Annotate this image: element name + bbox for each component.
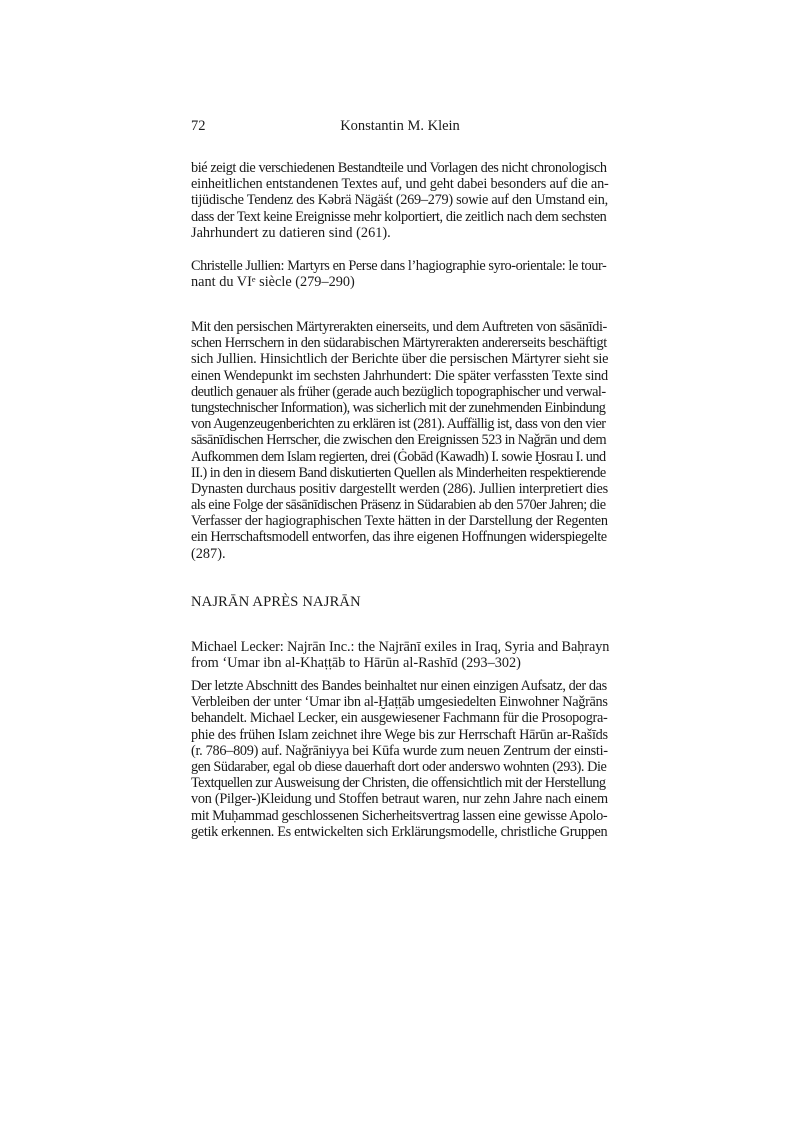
text-line: von Augenzeugenberichten zu erklären ist (281). Auffällig ist, dass von den vier [191,416,606,433]
text-line: from ‘Umar ibn al-Khaṭṭāb to Hārūn al-Rashīd (293–302) [191,655,521,672]
text-line: Textquellen zur Ausweisung der Christen, die offensichtlich mit der Herstellung [191,775,606,792]
text-line: Der letzte Abschnitt des Bandes beinhaltet nur einen einzigen Aufsatz, der das [191,678,607,694]
article-title-jullien [191,258,660,290]
text-line: (r. 786–809) auf. Naǧrāniyya bei Kūfa wurde zum neuen Zentrum der einsti- [191,742,608,759]
article-title-lecker [191,639,660,671]
text-line: bié zeigt die verschiedenen Bestandteile und Vorlagen des nicht chronologisch [191,160,607,176]
text-line: einen Wendepunkt im sechsten Jahrhundert: Die später verfassten Texte sind [191,367,608,384]
text-line: II.) in den in diesem Band diskutierten Quellen als Minderheiten respektierende [191,464,606,481]
text-line: (287). [191,545,226,562]
text-line: Jahrhundert zu datieren sind (261). [191,224,391,241]
text-line: tijüdische Tendenz des Kəbrä Nägäśt (269–279) sowie auf den Umstand ein, [191,192,608,209]
text-line: sāsānīdischen Herrscher, die zwischen den Ereignissen 523 in Naǧrān und dem [191,432,607,449]
text-line: dass der Text keine Ereignisse mehr kolportiert, die zeitlich nach dem sechsten [191,208,607,225]
text-line: ein Herrschaftsmodell entworfen, das ihre eigenen Hoffnungen widerspiegelte [191,529,607,546]
page-number: 72 [191,118,206,134]
text-line: Dynasten durchaus positiv dargestellt werden (286). Jullien interpretiert dies [191,480,608,497]
text-line: Michael Lecker: Najrān Inc.: the Najrānī exiles in Iraq, Syria and Baḥrayn [191,639,610,655]
text-line: mit Muḥammad geschlossenen Sicherheitsvertrag lassen eine gewisse Apolo- [191,807,608,824]
para-kebra [191,160,660,241]
text-line: nant du VIᵉ siècle (279–290) [191,274,355,291]
text-line: phie des frühen Islam zeichnet ihre Wege bis zur Herrschaft Hārūn ar-Rašīds [191,726,608,743]
text-line: deutlich genauer als früher (gerade auch bezüglich topographischer und verwal- [191,383,606,400]
para-jullien [191,319,660,562]
text-line: Verbleiben der unter ‘Umar ibn al-Ḫaṭṭāb umgesiedelten Einwohner Naǧrāns [191,694,608,711]
text-line: von (Pilger-)Kleidung und Stoffen betraut waren, nur zehn Jahre nach einem [191,791,608,808]
section-heading: NAJRĀN APRÈS NAJRĀN [191,594,361,610]
text-line: Christelle Jullien: Martyrs en Perse dans l’hagiographie syro-orientale: le tour- [191,258,607,274]
text-line: sich Jullien. Hinsichtlich der Berichte über die persischen Märtyrer sieht sie [191,351,609,368]
running-title: Konstantin M. Klein [340,118,460,134]
text-line: behandelt. Michael Lecker, ein ausgewiesener Fachmann für die Prosopogra- [191,710,608,727]
text-line: als eine Folge der sāsānīdischen Präsenz in Südarabien ab den 570er Jahren; die [191,497,606,514]
text-line: Verfasser der hagiographischen Texte hätten in der Darstellung der Regenten [191,513,608,530]
para-lecker [191,678,660,840]
text-line: Mit den persischen Märtyrerakten einerseits, und dem Auftreten von sāsānīdi- [191,319,607,335]
text-line: getik erkennen. Es entwickelten sich Erklärungsmodelle, christliche Gruppen [191,823,608,840]
text-line: einheitlichen entstandenen Textes auf, und geht dabei besonders auf die an- [191,176,609,193]
text-line: Aufkommen dem Islam regierten, drei (Ġobād (Kawadh) I. sowie Ḫosrau I. und [191,448,606,465]
text-line: gen Südaraber, egal ob diese dauerhaft dort oder anderswo wohnten (293). Die [191,758,607,775]
text-line: schen Herrschern in den südarabischen Märtyrerakten andererseits beschäftigt [191,335,607,352]
text-line: tungstechnischer Information), was sicherlich mit der zunehmenden Einbindung [191,399,606,416]
